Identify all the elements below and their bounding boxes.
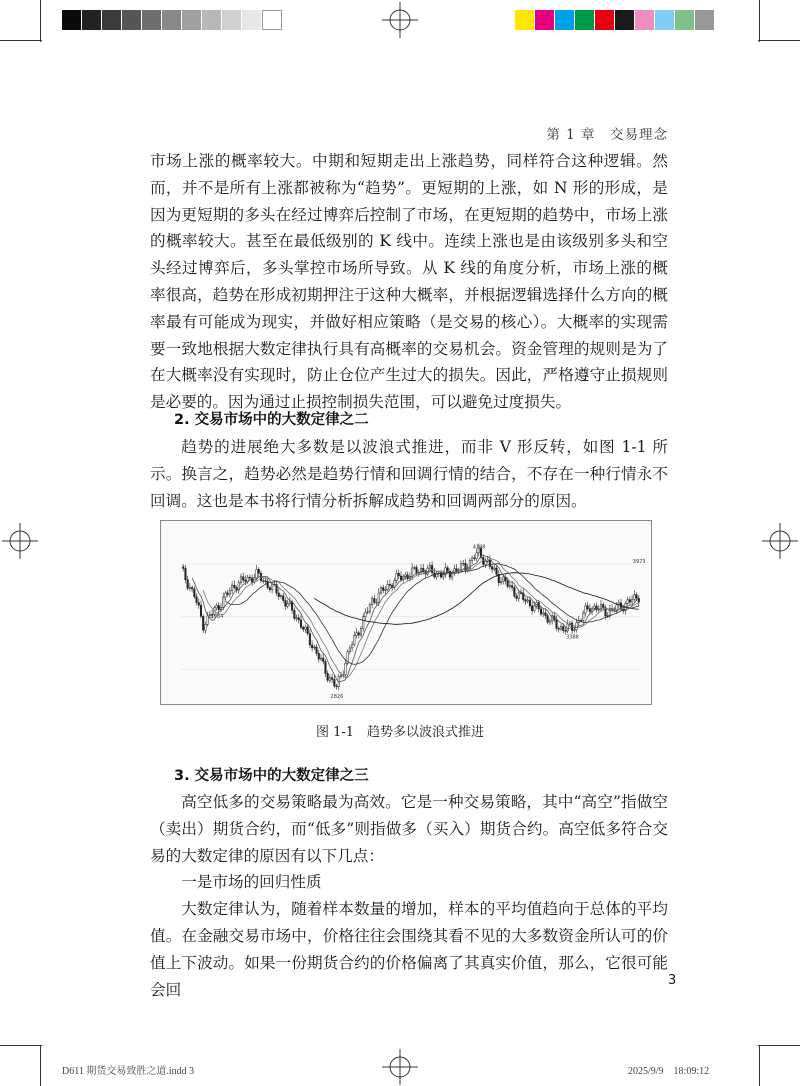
color-swatch xyxy=(82,10,102,30)
paragraph-text: 市场上涨的概率较大。中期和短期走出上涨趋势，同样符合这种逻辑。然而，并不是所有上涨都被称为“趋势”。更短期的上涨，如 N 形的形成，是因为更短期的多头在经过博弈后控制了市场，在更短期的趋势中，市场上涨的概率较大。甚至在最低级别的 K 线中。连续上涨也是由该级别多头和空头经过博弈后，多头掌控市场所导致。从 K 线的角度分析，市场上涨的概率很高，趋势在形成初期押注于这种大概率，并根据逻辑选择什么方向的概率最有可能成为现实，并做好相应策略（是交易的核心）。大概率的实现需要一致地根据大数定律执行具有高概率的交易机会。资金管理的规则是为了在大概率没有实现时，防止仓位产生过大的损失。因此，严格遵守止损规则是必要的。因为通过止损控制损失范围，可以避免过度损失。 xyxy=(150,152,668,412)
color-calibration-bar xyxy=(515,10,715,30)
candle-body xyxy=(534,606,536,611)
candle-body xyxy=(374,598,376,602)
candle-body xyxy=(485,561,487,564)
candle-body xyxy=(440,573,442,577)
chart-canvas xyxy=(161,521,651,704)
color-swatch xyxy=(515,10,535,30)
candle-body xyxy=(269,588,271,590)
candle-body xyxy=(340,675,342,676)
candle-body xyxy=(376,602,378,603)
candle-body xyxy=(329,678,331,681)
candle-body xyxy=(222,597,224,607)
section-heading: 2. 交易市场中的大数定律之二 xyxy=(174,412,369,428)
color-swatch xyxy=(222,10,242,30)
crop-mark xyxy=(758,1045,800,1046)
candle-body xyxy=(509,585,511,586)
candle-body xyxy=(516,596,518,598)
color-swatch xyxy=(62,10,82,30)
candle-body xyxy=(367,612,369,613)
candle-body xyxy=(220,607,222,609)
price-annotation: 4108 xyxy=(472,544,486,551)
candle-body xyxy=(587,606,589,609)
candle-body xyxy=(562,627,564,631)
candle-body xyxy=(411,568,413,576)
candle-body xyxy=(247,577,249,581)
candle-body xyxy=(416,567,418,573)
candle-body xyxy=(471,558,473,560)
color-swatch xyxy=(655,10,675,30)
candle-body xyxy=(245,580,247,581)
section-heading: 3. 交易市场中的大数定律之三 xyxy=(174,768,369,784)
candle-body xyxy=(218,605,220,609)
candle-body xyxy=(307,627,309,633)
paragraph-text: 趋势的进展绝大多数是以波浪式推进，而非 V 形反转，如图 1-1 所示。换言之，趋势必然是趋势行情和回调行情的结合，不存在一种行情永不回调。这也是本书将行情分析拆解成趋势和回调两部分的原因。 xyxy=(150,438,668,510)
candle-body xyxy=(271,584,273,590)
candle-body xyxy=(334,679,336,686)
candle-body xyxy=(378,593,380,602)
candle-body xyxy=(547,616,549,623)
registration-mark-icon xyxy=(762,523,798,559)
candle-body xyxy=(229,590,231,594)
price-annotation: 3973 xyxy=(632,558,646,565)
candle-body xyxy=(216,605,218,607)
candle-body xyxy=(489,560,491,566)
color-swatch xyxy=(142,10,162,30)
candle-body xyxy=(387,584,389,589)
color-swatch xyxy=(162,10,182,30)
candle-body xyxy=(558,628,560,629)
candle-body xyxy=(300,620,302,627)
color-swatch xyxy=(635,10,655,30)
candle-body xyxy=(589,609,591,612)
candle-body xyxy=(291,602,293,610)
candle-body xyxy=(527,600,529,601)
candle-body xyxy=(302,627,304,629)
candle-body xyxy=(631,599,633,602)
candle-body xyxy=(309,634,311,645)
price-annotation: 3584 xyxy=(210,613,224,620)
candle-body xyxy=(482,557,484,564)
color-swatch xyxy=(102,10,122,30)
candle-body xyxy=(345,663,347,674)
candle-body xyxy=(187,580,189,589)
candle-body xyxy=(427,568,429,574)
candle-body xyxy=(529,600,531,606)
color-swatch xyxy=(122,10,142,30)
candle-body xyxy=(500,582,502,583)
candle-body xyxy=(234,585,236,587)
candle-body xyxy=(327,673,329,680)
candle-body xyxy=(249,577,251,578)
candle-body xyxy=(200,605,202,616)
candle-body xyxy=(462,563,464,564)
candle-body xyxy=(629,600,631,602)
candle-body xyxy=(636,595,638,598)
candle-body xyxy=(507,581,509,586)
candle-body xyxy=(576,623,578,630)
candle-body xyxy=(282,596,284,601)
candle-body xyxy=(316,647,318,653)
candle-body xyxy=(456,569,458,571)
candle-body xyxy=(318,653,320,659)
candle-body xyxy=(202,616,204,630)
candle-body xyxy=(574,630,576,631)
candle-body xyxy=(285,600,287,606)
color-swatch xyxy=(555,10,575,30)
candle-body xyxy=(182,567,184,569)
candle-body xyxy=(360,629,362,635)
candle-body xyxy=(582,613,584,620)
crop-mark xyxy=(0,40,42,41)
candle-body xyxy=(278,593,280,596)
candle-body xyxy=(296,618,298,619)
registration-mark-icon xyxy=(382,2,418,38)
candle-body xyxy=(185,568,187,579)
candle-body xyxy=(389,584,391,585)
color-swatch xyxy=(575,10,595,30)
candle-body xyxy=(280,596,282,597)
candle-body xyxy=(298,618,300,620)
color-swatch xyxy=(675,10,695,30)
candle-body xyxy=(322,658,324,661)
candle-body xyxy=(320,658,322,659)
candle-body xyxy=(396,573,398,580)
candle-body xyxy=(349,648,351,652)
candle-body xyxy=(351,644,353,648)
candle-body xyxy=(460,563,462,570)
candle-body xyxy=(549,621,551,622)
candle-body xyxy=(545,613,547,616)
candle-body xyxy=(207,616,209,625)
candle-body xyxy=(358,633,360,635)
crop-mark xyxy=(0,1045,42,1046)
candle-body xyxy=(429,565,431,568)
candle-body xyxy=(491,567,493,570)
candle-body xyxy=(414,567,416,568)
body-paragraph xyxy=(150,789,668,1003)
paragraph-text: 大数定律认为，随着样本数量的增加，样本的平均值趋向于总体的平均值。在金融交易市场中，价格往往会围绕其看不见的大多数资金所认可的价值上下波动。如果一份期货合约的价格偏离了其真实价值，那么，它很可能会回 xyxy=(150,900,668,999)
candle-body xyxy=(380,588,382,593)
candle-body xyxy=(607,615,609,616)
candle-body xyxy=(474,558,476,559)
candle-body xyxy=(382,588,384,591)
candle-body xyxy=(400,576,402,580)
candle-body xyxy=(325,661,327,673)
candle-body xyxy=(598,609,600,610)
candle-body xyxy=(260,573,262,580)
candle-body xyxy=(540,609,542,614)
candle-body xyxy=(356,633,358,636)
candle-body xyxy=(398,573,400,576)
candle-body xyxy=(256,569,258,577)
candle-body xyxy=(585,606,587,613)
moving-average-line xyxy=(192,555,639,682)
candle-body xyxy=(451,574,453,577)
candle-body xyxy=(262,581,264,582)
candle-body xyxy=(496,568,498,574)
candle-body xyxy=(556,620,558,628)
candle-body xyxy=(189,588,191,589)
candle-body xyxy=(531,606,533,611)
candle-body xyxy=(354,636,356,645)
candle-body xyxy=(225,593,227,597)
candle-body xyxy=(447,568,449,571)
body-paragraph xyxy=(150,148,668,416)
crop-mark xyxy=(759,1045,760,1086)
running-header: 第 1 章 交易理念 xyxy=(546,127,668,143)
color-swatch xyxy=(595,10,615,30)
color-swatch xyxy=(202,10,222,30)
candle-body xyxy=(518,593,520,599)
candle-body xyxy=(502,577,504,582)
candle-body xyxy=(267,581,269,587)
list-item: 一是市场的回归性质 xyxy=(181,873,322,892)
candle-body xyxy=(569,623,571,624)
candle-body xyxy=(336,686,338,687)
candle-body xyxy=(194,589,196,597)
candle-body xyxy=(362,617,364,629)
candlestick-chart xyxy=(160,520,652,705)
candle-body xyxy=(205,624,207,630)
candle-body xyxy=(407,575,409,579)
price-annotation: 2826 xyxy=(330,693,344,700)
color-swatch xyxy=(615,10,635,30)
candle-body xyxy=(314,647,316,648)
candle-body xyxy=(196,597,198,603)
candle-body xyxy=(405,575,407,576)
color-swatch xyxy=(695,10,715,30)
candle-body xyxy=(525,600,527,601)
candle-body xyxy=(634,595,636,600)
body-paragraph xyxy=(150,434,668,514)
candle-body xyxy=(242,577,244,580)
candle-body xyxy=(620,603,622,609)
candle-body xyxy=(289,602,291,604)
candle-body xyxy=(542,613,544,614)
candle-body xyxy=(565,630,567,631)
candle-body xyxy=(567,624,569,631)
registration-mark-icon xyxy=(2,523,38,559)
color-swatch xyxy=(242,10,262,30)
candle-body xyxy=(465,563,467,570)
crop-mark xyxy=(758,40,800,41)
candle-body xyxy=(240,577,242,583)
candle-body xyxy=(511,585,513,587)
candle-body xyxy=(560,627,562,629)
candle-body xyxy=(231,585,233,590)
page-number: 3 xyxy=(668,973,677,988)
candle-body xyxy=(514,587,516,596)
candle-body xyxy=(594,606,596,608)
candle-body xyxy=(365,612,367,616)
candle-body xyxy=(369,605,371,612)
candle-body xyxy=(458,570,460,571)
paragraph-text: 高空低多的交易策略最为高效。它是一种交易策略，其中“高空”指做空（卖出）期货合约，而“低多”则指做多（买入）期货合约。高空低多符合交易的大数定律的原因有以下几点： xyxy=(150,793,668,865)
color-swatch xyxy=(262,10,282,30)
candle-body xyxy=(371,598,373,604)
candle-body xyxy=(305,627,307,629)
candle-body xyxy=(494,568,496,569)
gray-calibration-bar xyxy=(62,10,282,30)
candle-body xyxy=(191,588,193,589)
color-swatch xyxy=(535,10,555,30)
candle-body xyxy=(198,603,200,606)
candle-body xyxy=(294,610,296,618)
crop-mark xyxy=(759,0,760,42)
candle-body xyxy=(385,590,387,591)
crop-mark xyxy=(40,1045,41,1086)
color-swatch xyxy=(182,10,202,30)
candle-body xyxy=(520,593,522,594)
figure-caption: 图 1-1 趋势多以波浪式推进 xyxy=(315,725,485,740)
crop-mark xyxy=(40,0,41,42)
moving-average-line xyxy=(225,564,638,665)
price-annotation: 3388 xyxy=(566,634,579,641)
candle-body xyxy=(227,593,229,595)
candle-body xyxy=(265,581,267,582)
candle-body xyxy=(431,565,433,572)
candle-body xyxy=(287,604,289,607)
candle-body xyxy=(311,645,313,648)
slug-filename: D611 期货交易致胜之道.indd 3 xyxy=(62,1066,195,1077)
candle-body xyxy=(331,678,333,680)
candle-body xyxy=(258,569,260,573)
candle-body xyxy=(627,600,629,604)
slug-date: 2025/9/9 18:09:12 xyxy=(628,1066,710,1077)
registration-mark-icon xyxy=(382,1049,418,1085)
candle-body xyxy=(476,553,478,559)
